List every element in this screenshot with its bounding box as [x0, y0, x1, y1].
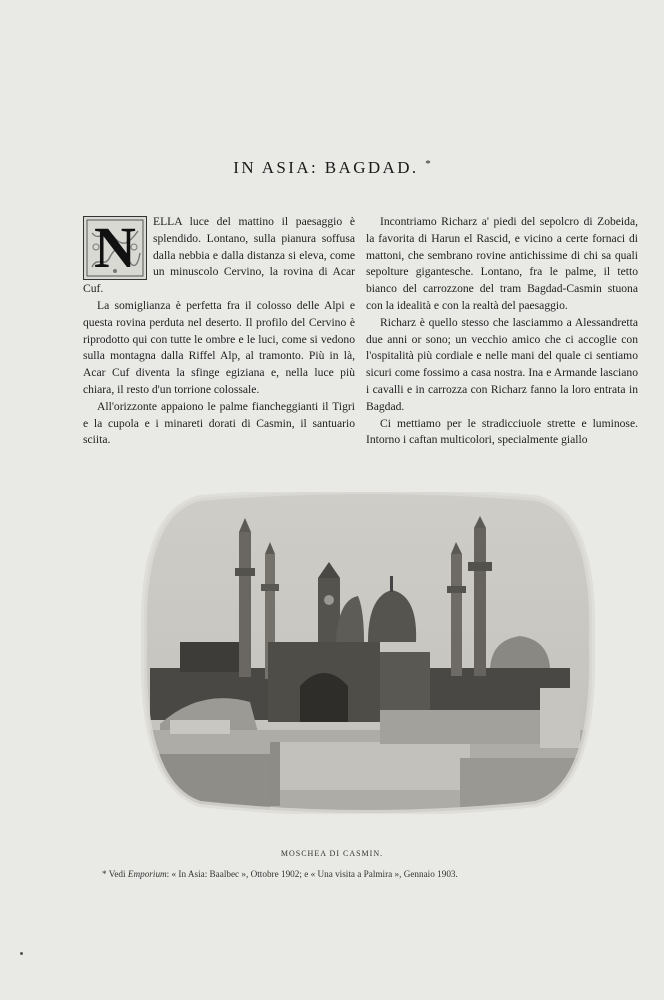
paragraph: La somiglianza è perfetta fra il colosso delle Alpi e questa rovina perduta nel deserto. Il profilo del Cervino è riprodotto qui con tutte le ombre e le luci, come si vedono sulla montagna dalla Riffel Alp, al tramonto. Più in là, Acar Cuf diventa la sfinge egiziana e, nella luce più chiara, il resto d'un torrione colossale. — [83, 298, 355, 396]
paragraph: Ci mettiamo per le stradicciuole strette e luminose. Intorno i caftan multicolori, specialmente giallo — [366, 416, 638, 447]
footnote-journal: Emporium — [127, 869, 167, 879]
footnote-prefix: * Vedi — [102, 869, 126, 879]
drop-cap-letter: N — [94, 216, 136, 280]
paragraph: Richarz è quello stesso che lasciammo a Alessandretta due anni or sono; un vecchio amico che ci accoglie con l'ospitalità più cordiale e nelle mani del quale ci sentiamo sicuri come fossimo a casa nostra. Ina e Armande lasciano i cavalli e in carrozza con Richarz fanno la loro entrata in Bagdad. — [366, 315, 638, 413]
article-title-text: IN ASIA: BAGDAD. — [233, 158, 419, 177]
mosque-image — [140, 492, 596, 814]
paragraph: Incontriamo Richarz a' piedi del sepolcro di Zobeida, la favorita di Harun el Rascid, e vicino a certe fornaci di mattoni, che sembrano rovine antichissime di chi sa quali sepolture gigantesche. Lontano, fra le palme, il tetto bianco del carrozzone del tram Bagdad-Casmin stuona con la idealità e con la realtà del paesaggio. — [366, 215, 638, 312]
paragraph: All'orizzonte appaiono le palme fiancheggianti il Tigri e la cupola e i minareti dorati di Casmin, il santuario sciita. — [83, 399, 355, 447]
paragraph — [83, 214, 355, 298]
article-title — [0, 158, 664, 178]
mosque-photograph — [140, 492, 596, 814]
photo-caption: MOSCHEA DI CASMIN. — [280, 849, 384, 858]
paper-speck — [20, 952, 23, 955]
drop-cap-initial — [83, 216, 147, 280]
footnote-text: : « In Asia: Baalbec », Ottobre 1902; e « Una visita a Palmira », Gennaio 1903. — [166, 869, 458, 879]
left-column — [83, 214, 355, 449]
show-through-text — [300, 70, 640, 90]
right-column — [366, 214, 638, 449]
first-paragraph-text: ELLA luce del mattino il paesaggio è splendido. Lontano, sulla pianura soffusa dalla nebbia e dalla distanza si eleva, come un minuscolo Cervino, la rovina di Acar Cuf. — [83, 215, 355, 296]
title-footnote-mark: * — [425, 158, 431, 170]
footnote — [102, 869, 582, 879]
